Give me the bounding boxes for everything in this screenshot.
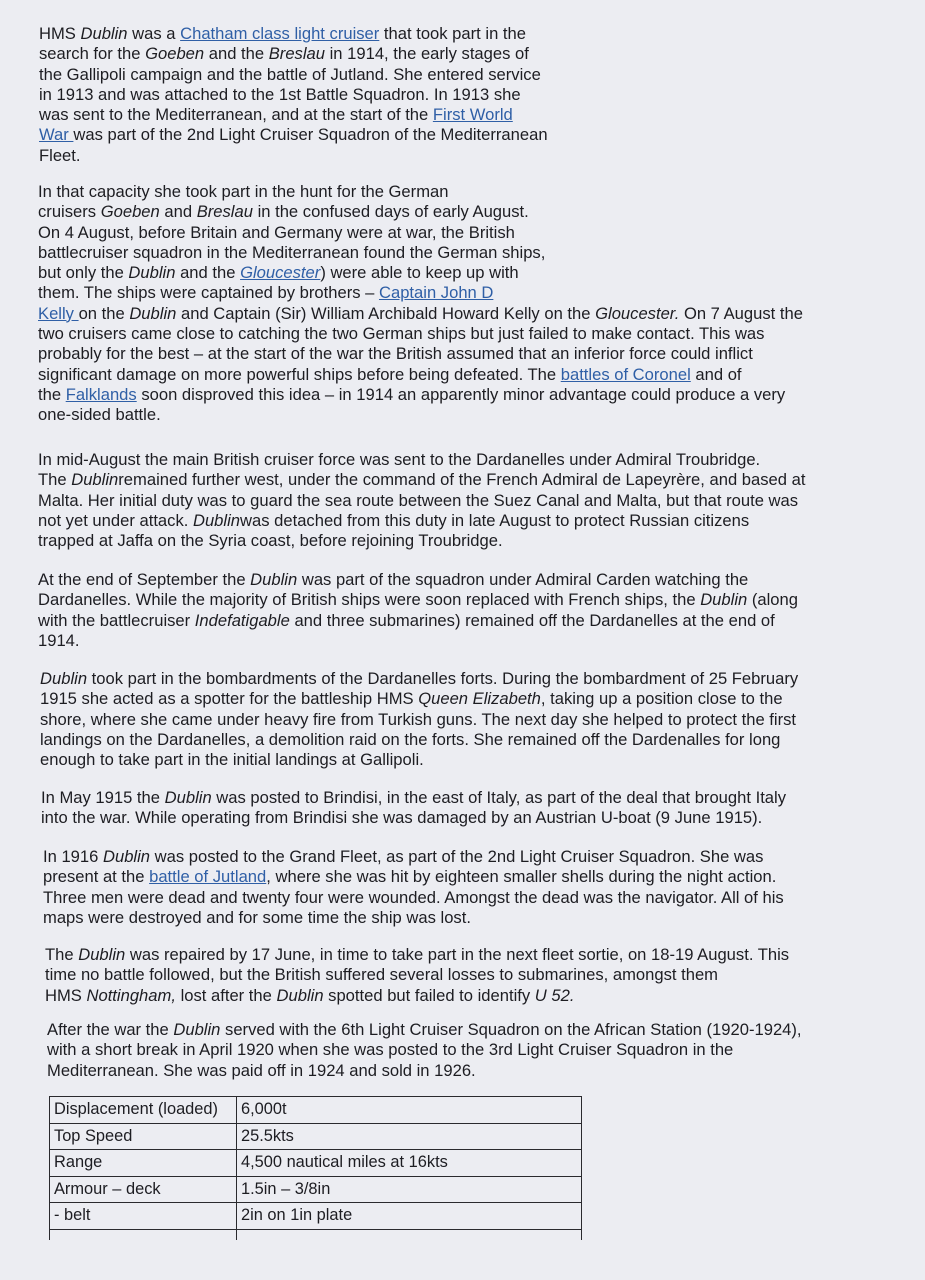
spec-label: Displacement (loaded) [50, 1097, 237, 1124]
text-segment: them. The ships were captained by brothers – [38, 283, 379, 303]
text-segment: 1914. [38, 630, 80, 650]
text-segment: with the battlecruiser [38, 610, 195, 630]
spec-value: 6,000t [237, 1097, 582, 1124]
text-segment: was posted to the Grand Fleet, as part of the 2nd Light Cruiser Squadron. She was [150, 847, 764, 866]
text-segment: was detached from this duty in late August to protect Russian citizens [240, 510, 750, 530]
text-segment: Malta. Her initial duty was to guard the sea route between the Suez Canal and Malta, but that route was [38, 490, 799, 510]
text-segment: Fleet. [39, 145, 81, 165]
text-segment: was repaired by 17 June, in time to take part in the next fleet sortie, on 18-19 August. This [125, 945, 790, 964]
text-segment: but only the [38, 263, 129, 283]
text-segment: on the [78, 303, 130, 323]
text-line [38, 223, 888, 243]
text-line [38, 491, 888, 511]
text-line [39, 24, 619, 44]
italic-text: Dublin [129, 303, 177, 323]
text-segment: cruisers [38, 202, 101, 222]
text-segment: battlecruiser squadron in the Mediterranean found the German ships, [38, 242, 546, 262]
text-segment: and the [175, 263, 241, 283]
text-segment: remained further west, under the command of the French Admiral de Lapeyrère, and based at [118, 470, 806, 490]
paragraph-hunt-goeben [38, 182, 888, 426]
italic-text: Dublin [40, 669, 88, 688]
text-line [38, 570, 888, 590]
text-line [38, 450, 888, 470]
text-line [38, 202, 888, 222]
text-segment: After the war the [47, 1020, 174, 1039]
text-segment: two cruisers came close to catching the two German ships but just failed to make contact. This was [38, 324, 765, 344]
table-row [50, 1176, 582, 1203]
hyperlink[interactable]: Captain John D [378, 283, 494, 303]
text-line [40, 689, 890, 709]
hyperlink[interactable]: War [39, 125, 74, 145]
text-segment: was sent to the Mediterranean, and at the start of the [39, 105, 433, 125]
text-line [38, 182, 888, 202]
paragraph-repair [45, 945, 895, 1006]
text-line [39, 44, 619, 64]
text-segment: HMS [39, 24, 81, 43]
spec-label: Armour – deck [50, 1176, 237, 1203]
text-line [47, 1040, 897, 1060]
text-line [38, 590, 888, 610]
text-line [38, 263, 888, 283]
specifications-table [49, 1096, 582, 1240]
italic-text: Gloucester. [595, 303, 680, 323]
paragraph-after-war [47, 1020, 897, 1081]
text-segment: was part of the squadron under Admiral Carden watching the [297, 570, 749, 589]
text-line [40, 730, 890, 750]
text-segment: In 1916 [43, 847, 103, 866]
text-line [41, 788, 891, 808]
spec-value-empty [237, 1229, 582, 1240]
text-line [43, 908, 893, 928]
italic-text: Breslau [196, 202, 253, 222]
table-row [50, 1203, 582, 1230]
hyperlink[interactable]: battle of Jutland [149, 867, 267, 887]
paragraph-jutland [43, 847, 893, 928]
text-segment: ) were able to keep up with [320, 263, 519, 283]
italic-text: Dublin [71, 470, 119, 490]
text-segment: On 7 August the [679, 303, 803, 323]
table-row [50, 1123, 582, 1150]
text-segment: On 4 August, before Britain and Germany were at war, the British [38, 222, 515, 242]
text-line [40, 750, 890, 770]
text-line [40, 710, 890, 730]
text-segment: soon disproved this idea – in 1914 an apparently minor advantage could produce a very [136, 384, 786, 404]
paragraph-september [38, 570, 888, 651]
spec-value: 1.5in – 3/8in [237, 1176, 582, 1203]
italic-text: Goeben [100, 202, 160, 222]
spec-value: 2in on 1in plate [237, 1203, 582, 1230]
spec-label-empty [50, 1229, 237, 1240]
text-line [45, 986, 895, 1006]
text-segment: The [45, 945, 79, 964]
paragraph-mid-august [38, 450, 888, 551]
text-segment: At the end of September the [38, 570, 251, 589]
text-segment: in the confused days of early August. [252, 202, 529, 222]
text-line [39, 85, 619, 105]
text-line [38, 385, 888, 405]
text-line [38, 631, 888, 651]
text-segment: one-sided battle. [38, 405, 161, 425]
text-segment: In mid-August the main British cruiser force was sent to the Dardanelles under Admiral Troubridge. [38, 450, 761, 469]
text-segment: the [38, 384, 66, 404]
text-segment: the Gallipoli campaign and the battle of Jutland. She entered service [39, 64, 541, 84]
text-segment: time no battle followed, but the British suffered several losses to submarines, amongst them [45, 965, 719, 985]
spec-label: Top Speed [50, 1123, 237, 1150]
paragraph-brindisi [41, 788, 891, 829]
text-segment: landings on the Dardanelles, a demolition raid on the forts. She remained off the Dardenalles for long [40, 729, 781, 749]
text-line [38, 511, 888, 531]
text-segment: Three men were dead and twenty four were wounded. Amongst the dead was the navigator. All of his [43, 887, 784, 907]
text-segment: took part in the bombardments of the Dardanelles forts. During the bombardment of 25 February [87, 669, 799, 688]
text-segment: with a short break in April 1920 when she was posted to the 3rd Light Cruiser Squadron in the [47, 1040, 734, 1060]
hyperlink[interactable]: battles of Coronel [560, 364, 691, 384]
text-line [38, 470, 888, 490]
text-segment: Mediterranean. She was paid off in 1924 and sold in 1926. [47, 1060, 476, 1080]
text-segment: lost after the [175, 985, 277, 1005]
hyperlink[interactable]: Kelly [38, 303, 79, 323]
text-line [41, 808, 891, 828]
italic-text: Dublin [173, 1020, 221, 1039]
text-segment: enough to take part in the initial landings at Gallipoli. [40, 750, 424, 770]
text-segment: and [159, 202, 197, 222]
text-segment: and the [204, 44, 269, 64]
spec-label: Range [50, 1150, 237, 1177]
italic-text: Indefatigable [194, 610, 290, 630]
text-line [38, 304, 888, 324]
text-line [38, 324, 888, 344]
text-line [39, 125, 619, 145]
text-segment: , taking up a position close to the [540, 689, 783, 709]
text-segment: that took part in the [379, 24, 526, 43]
italic-text: Queen Elizabeth [418, 689, 541, 709]
paragraph-intro [39, 24, 619, 166]
text-line [45, 945, 895, 965]
text-segment: was part of the 2nd Light Cruiser Squadron of the Mediterranean [73, 125, 548, 145]
text-segment: trapped at Jaffa on the Syria coast, before rejoining Troubridge. [38, 531, 503, 551]
hyperlink[interactable]: Chatham class light cruiser [180, 24, 380, 43]
text-line [39, 146, 619, 166]
text-segment: was a [127, 24, 181, 43]
text-line [38, 365, 888, 385]
text-line [43, 867, 893, 887]
text-line [38, 405, 888, 425]
text-segment: not yet under attack. [38, 510, 193, 530]
italic-text: Goeben [145, 44, 205, 64]
italic-text: Dublin [78, 945, 126, 964]
text-segment: was posted to Brindisi, in the east of Italy, as part of the deal that brought Italy [211, 788, 787, 807]
text-segment: shore, where she came under heavy fire from Turkish guns. The next day she helped to protect the first [40, 709, 797, 729]
text-segment: 1915 she acted as a spotter for the battleship HMS [40, 689, 419, 709]
paragraph-bombardments [40, 669, 890, 770]
text-line [38, 283, 888, 303]
text-line [43, 847, 893, 867]
text-line [43, 888, 893, 908]
text-segment: and Captain (Sir) William Archibald Howard Kelly on the [176, 303, 596, 323]
text-line [47, 1020, 897, 1040]
text-segment: present at the [43, 867, 150, 887]
text-line [38, 344, 888, 364]
text-line [38, 531, 888, 551]
text-line [38, 243, 888, 263]
italic-text: Dublin [700, 590, 748, 610]
italic-text: Dublin [128, 263, 176, 283]
text-segment: probably for the best – at the start of the war the British assumed that an inferior force could inflict [38, 344, 753, 364]
text-segment: search for the [39, 44, 146, 64]
table-row-empty [50, 1229, 582, 1240]
text-segment: in 1913 and was attached to the 1st Battle Squadron. In 1913 she [39, 84, 521, 104]
italic-text: Dublin [80, 24, 128, 43]
text-segment: and of [690, 364, 742, 384]
italic-text: Nottingham, [86, 985, 176, 1005]
italic-text: Dublin [164, 788, 212, 807]
text-line [45, 965, 895, 985]
text-segment: served with the 6th Light Cruiser Squadron on the African Station (1920-1924), [220, 1020, 802, 1039]
hyperlink[interactable]: Falklands [65, 384, 137, 404]
text-segment: into the war. While operating from Brindisi she was damaged by an Austrian U-boat (9 June 1915). [41, 808, 763, 828]
hyperlink[interactable]: First World [432, 105, 513, 125]
italic-text: Breslau [268, 44, 325, 64]
italic-text: Dublin [250, 570, 298, 589]
table-row [50, 1097, 582, 1124]
hyperlink[interactable]: Gloucester [240, 263, 321, 283]
spec-label: - belt [50, 1203, 237, 1230]
text-segment: The [38, 470, 72, 490]
text-line [39, 105, 619, 125]
text-segment: significant damage on more powerful ships before being defeated. The [38, 364, 561, 384]
italic-text: U 52. [534, 985, 575, 1005]
text-segment: spotted but failed to identify [323, 985, 535, 1005]
text-line [39, 65, 619, 85]
italic-text: Dublin [192, 510, 241, 530]
text-segment: HMS [45, 985, 87, 1005]
table-row [50, 1150, 582, 1177]
text-segment: , where she was hit by eighteen smaller shells during the night action. [266, 867, 777, 887]
text-segment: and three submarines) remained off the Dardanelles at the end of [289, 610, 775, 630]
text-segment: In May 1915 the [41, 788, 165, 807]
text-segment: Dardanelles. While the majority of British ships were soon replaced with French ships, the [38, 590, 701, 610]
text-line [47, 1061, 897, 1081]
text-segment: in 1914, the early stages of [325, 44, 529, 64]
text-segment: (along [747, 590, 798, 610]
italic-text: Dublin [276, 985, 324, 1005]
italic-text: Dublin [102, 847, 151, 866]
text-line [38, 611, 888, 631]
spec-value: 4,500 nautical miles at 16kts [237, 1150, 582, 1177]
text-segment: In that capacity she took part in the hunt for the German [38, 182, 449, 201]
spec-value: 25.5kts [237, 1123, 582, 1150]
text-segment: maps were destroyed and for some time the ship was lost. [43, 907, 471, 927]
text-line [40, 669, 890, 689]
